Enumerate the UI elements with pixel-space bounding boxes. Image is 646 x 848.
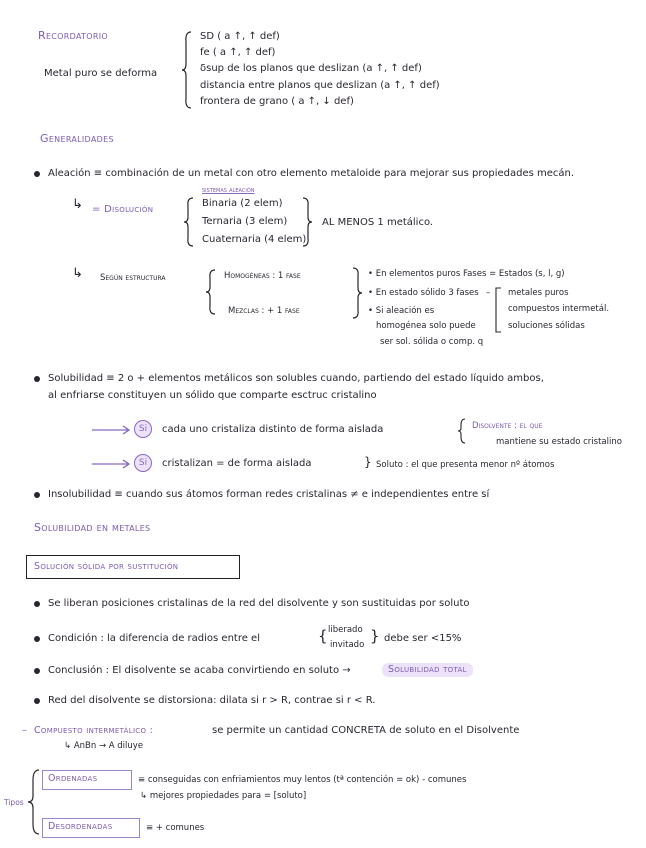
ordenadas-text: ≡ conseguidas con enfriamientos muy lentos (tª contención = ok) - comunes bbox=[138, 775, 467, 785]
arrow-icon: ↳ bbox=[72, 197, 83, 212]
solubilidad-row2: cristalizan = de forma aislada bbox=[162, 458, 312, 469]
arrow-icon: ↳ bbox=[72, 266, 83, 281]
recordatorio-label: Metal puro se deforma bbox=[44, 68, 158, 79]
bullet bbox=[34, 636, 40, 642]
compuesto-sub: ↳ AnBn → A diluye bbox=[64, 741, 144, 751]
bullet bbox=[34, 492, 40, 498]
recordatorio-item-3: distancia entre planos que deslizan (a ↑, ↑ def) bbox=[200, 80, 440, 91]
sistemas-label: sistemas aleación bbox=[202, 186, 255, 194]
bullet bbox=[34, 171, 40, 177]
desordenadas-text: ≡ + comunes bbox=[146, 823, 205, 833]
note-0: • En elementos puros Fases = Estados (s, l, g) bbox=[368, 269, 565, 279]
disolvente-brace bbox=[458, 418, 466, 444]
solubilidad-row1: cada uno cristaliza distinto de forma aislada bbox=[162, 424, 384, 435]
note-3: homogénea solo puede bbox=[376, 321, 476, 331]
recordatorio-item-2: δsup de los planos que deslizan (a ↑, ↑ def) bbox=[200, 63, 422, 74]
sistema-ternaria: Ternaria (3 elem) bbox=[202, 216, 288, 227]
condicion-brace-left: { bbox=[318, 627, 328, 645]
notes-brace bbox=[352, 266, 362, 320]
al-menos-text: AL MENOS 1 metálico. bbox=[322, 217, 434, 228]
recordatorio-item-1: fe ( a ↑, ↑ def) bbox=[200, 47, 276, 58]
conclusion-text: Conclusión : El disolvente se acaba convirtiendo en soluto → bbox=[48, 665, 351, 676]
metales-title: Solubilidad en metales bbox=[34, 521, 151, 534]
ordenadas-label: Ordenadas bbox=[48, 773, 98, 784]
desordenadas-label: Desordenadas bbox=[48, 821, 113, 832]
recordatorio-item-4: frontera de grano ( a ↑, ↓ def) bbox=[200, 96, 354, 107]
condicion-liberado: liberado bbox=[328, 625, 363, 635]
soluto-brace: } bbox=[364, 455, 372, 469]
ordenadas-sub: ↳ mejores propiedades para = [soluto] bbox=[140, 791, 307, 801]
condicion-text: Condición : la diferencia de radios entre el bbox=[48, 633, 260, 644]
fase-0: metales puros bbox=[508, 288, 569, 298]
disolvente-def2: mantiene su estado cristalino bbox=[496, 437, 622, 447]
arrow-line-2 bbox=[92, 460, 132, 468]
aleacion-definition: Aleación ≡ combinación de un metal con otro elemento metaloide para mejorar sus propiedades mecán. bbox=[48, 168, 575, 179]
segun-estructura: Según estructura bbox=[100, 273, 166, 283]
recordatorio-brace bbox=[182, 30, 192, 110]
dash: – bbox=[486, 288, 491, 298]
sistema-binaria: Binaria (2 elem) bbox=[202, 198, 283, 209]
si-badge-1: Si bbox=[134, 420, 152, 438]
mezclas: Mezclas : + 1 fase bbox=[228, 306, 300, 316]
distorsion-text: Red del disolvente se distorsiona: dilata si r > R, contrae si r < R. bbox=[48, 695, 376, 706]
solubilidad-total: Solubilidad total bbox=[382, 663, 473, 677]
bullet bbox=[34, 601, 40, 607]
fases-bracket bbox=[494, 287, 502, 333]
compuesto-text: se permite un cantidad CONCRETA de soluto en el Disolvente bbox=[212, 725, 520, 736]
sistemas-brace-right bbox=[302, 196, 312, 248]
fase-1: compuestos intermetál. bbox=[508, 304, 610, 314]
note-1: • En estado sólido 3 fases bbox=[368, 288, 479, 298]
solubilidad-line1: Solubilidad ≡ 2 o + elementos metálicos son solubles cuando, partiendo del estado líquido ambos, bbox=[48, 373, 544, 384]
estructura-brace bbox=[206, 268, 216, 316]
fase-2: soluciones sólidas bbox=[508, 321, 585, 331]
note-2: • Si aleación es bbox=[368, 306, 435, 316]
disolvente-def: Disolvente : el que bbox=[472, 421, 543, 431]
bullet bbox=[34, 376, 40, 382]
solucion-box-title: Solución sólida por sustitución bbox=[34, 561, 179, 572]
note-4: ser sol. sólida o comp. q bbox=[380, 337, 484, 347]
generalidades-title: Generalidades bbox=[40, 132, 114, 145]
homogeneas: Homogéneas : 1 fase bbox=[224, 271, 301, 281]
soluto-def: Soluto : el que presenta menor nº átomos bbox=[376, 460, 555, 470]
sistema-cuaternaria: Cuaternaria (4 elem) bbox=[202, 234, 307, 245]
sustitucion-b1: Se liberan posiciones cristalinas de la red del disolvente y son sustituidas por soluto bbox=[48, 598, 470, 609]
compuesto-label: Compuesto intermetálico : bbox=[34, 725, 154, 736]
recordatorio-item-0: SD ( a ↑, ↑ def) bbox=[200, 31, 280, 42]
tipos-brace bbox=[28, 768, 40, 836]
bullet bbox=[34, 698, 40, 704]
condicion-limit: debe ser <15% bbox=[384, 633, 462, 644]
condicion-invitado: invitado bbox=[330, 640, 365, 650]
bullet bbox=[34, 668, 40, 674]
disolucion-label: = Disolución bbox=[92, 204, 154, 215]
solubilidad-line2: al enfriarse constituyen un sólido que comparte esctruc cristalino bbox=[48, 390, 377, 401]
si-badge-2: Si bbox=[134, 454, 152, 472]
insolubilidad-definition: Insolubilidad ≡ cuando sus átomos forman redes cristalinas ≠ e independientes entre sí bbox=[48, 489, 490, 500]
recordatorio-title: Recordatorio bbox=[38, 29, 109, 42]
arrow-line-1 bbox=[92, 426, 132, 434]
tipos-label: Tipos bbox=[4, 798, 24, 807]
condicion-brace-right: } bbox=[370, 627, 380, 645]
dash-marker: – bbox=[22, 725, 27, 736]
sistemas-brace-left bbox=[184, 196, 194, 248]
